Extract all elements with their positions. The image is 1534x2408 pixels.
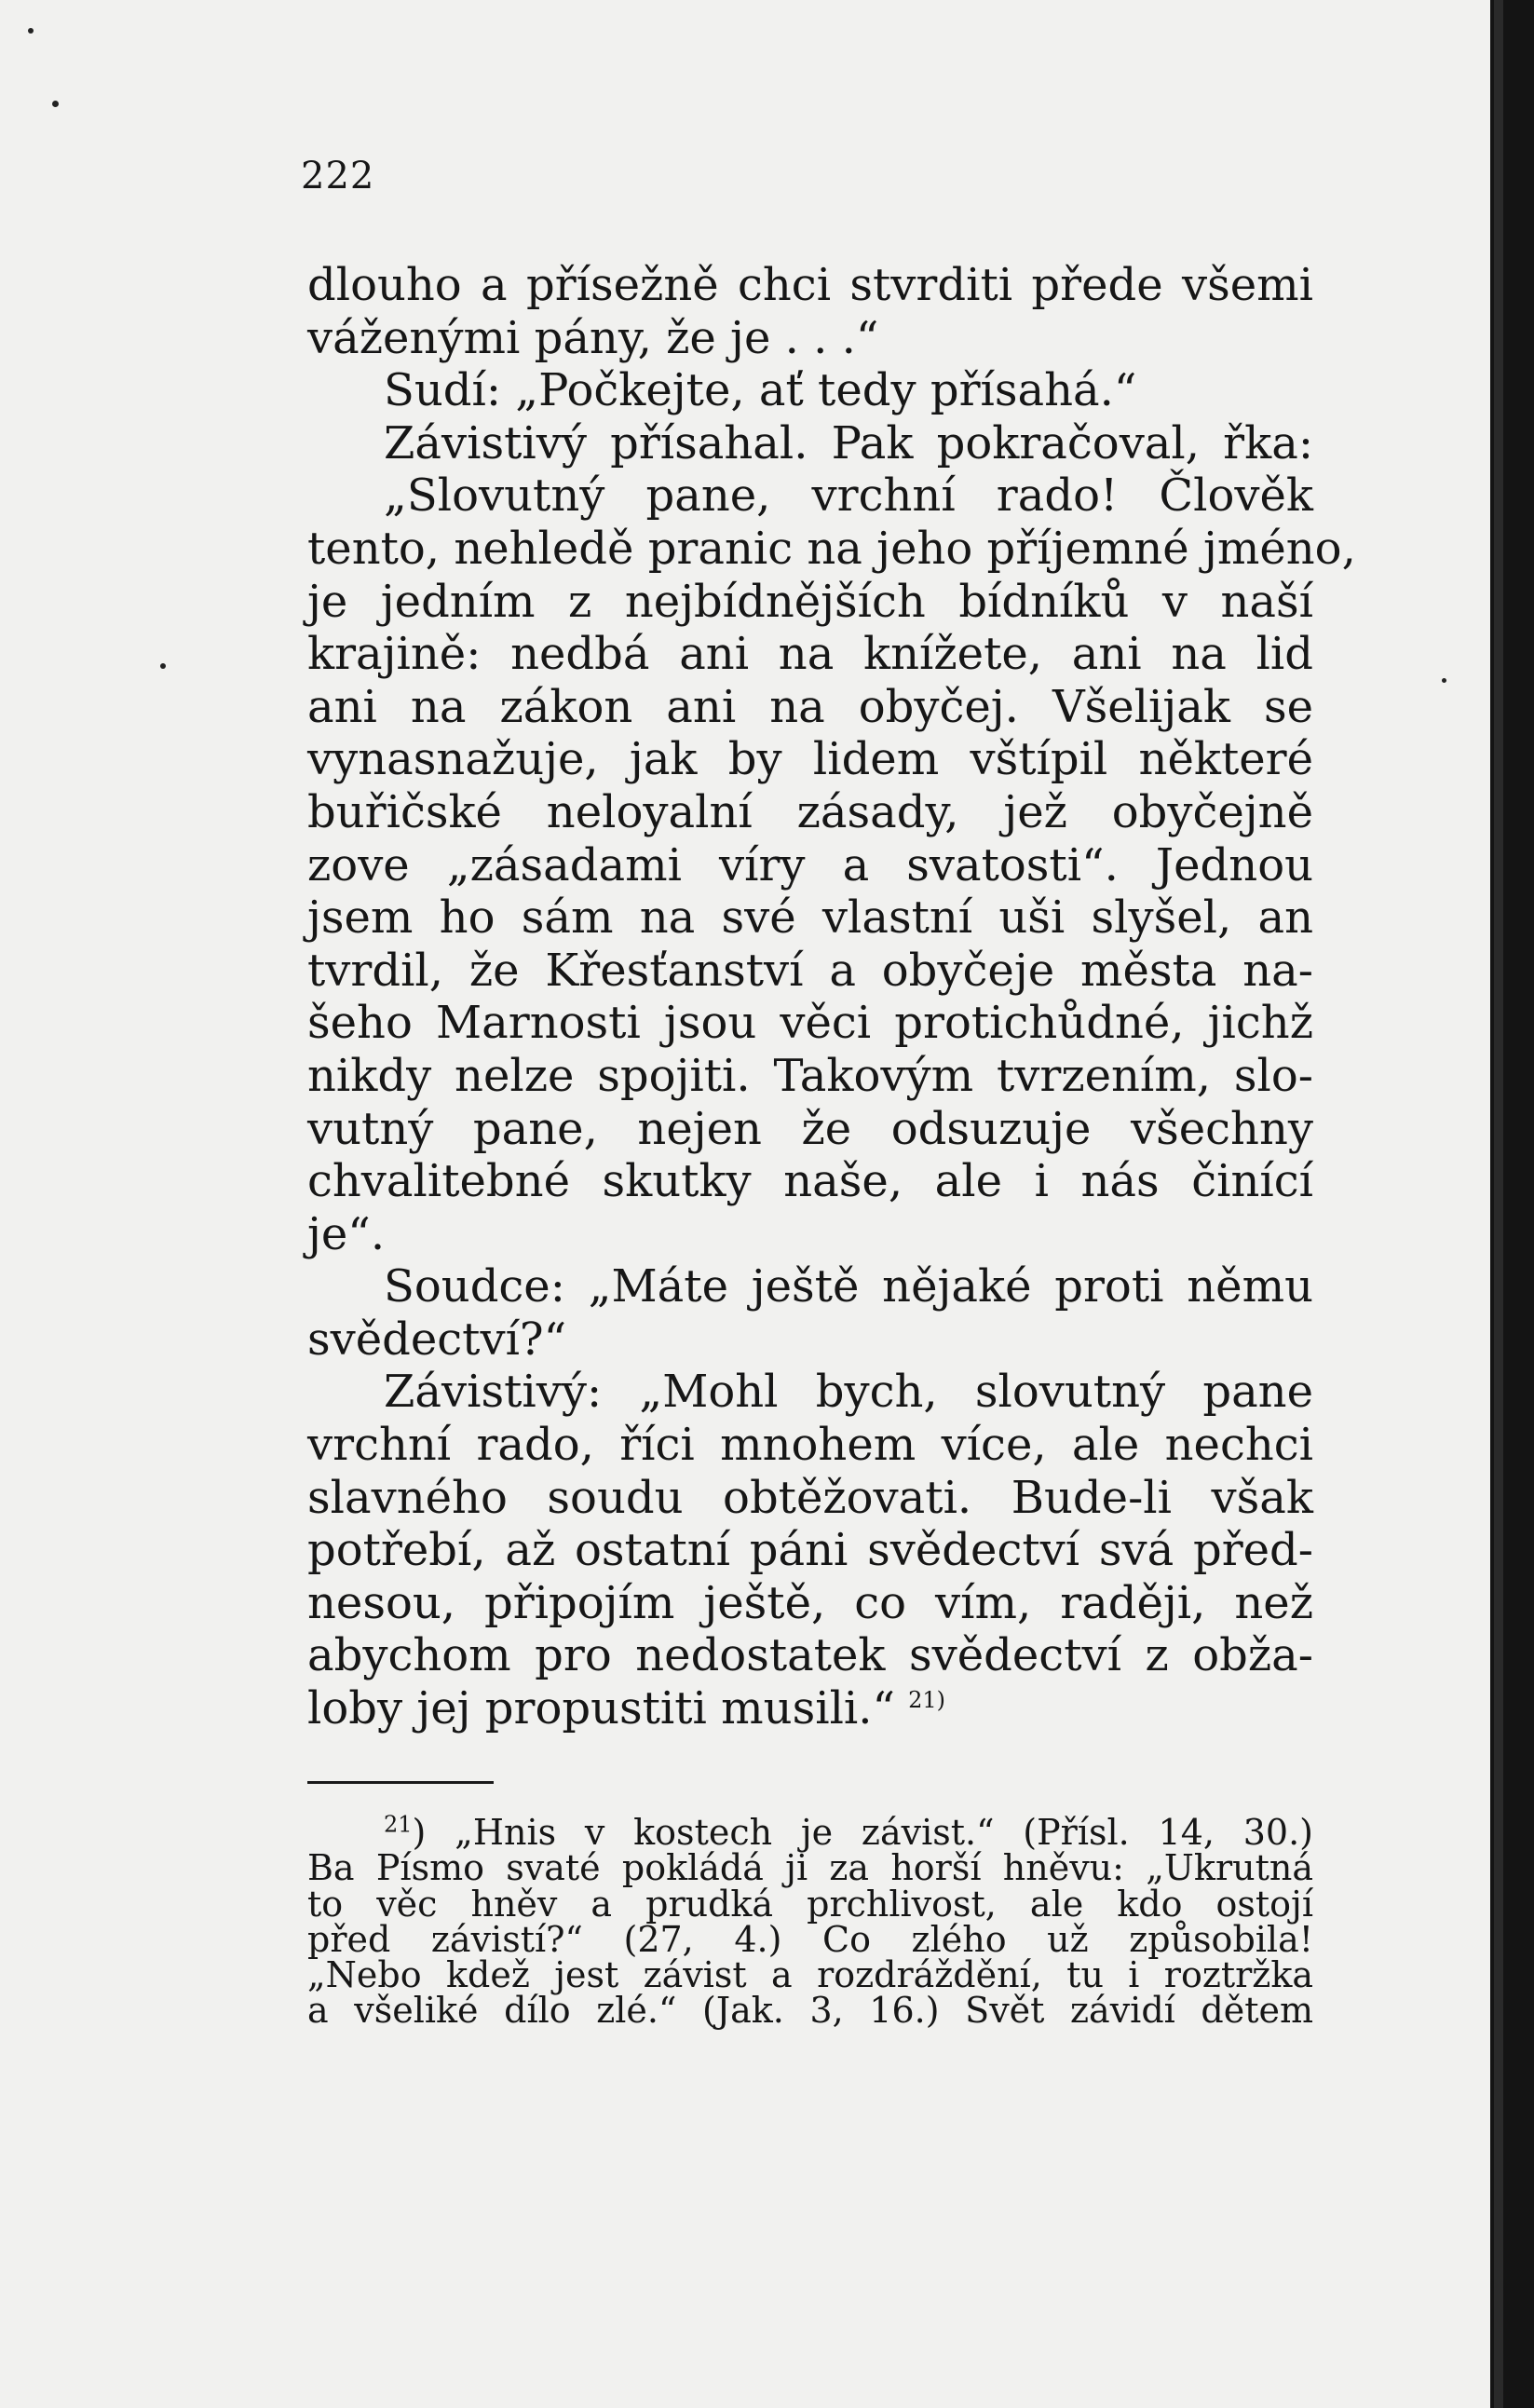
text-line: slavného soudu obtěžovati. Bude-li však [307,1471,1313,1524]
text-line: vutný pane, nejen že odsuzuje všechny [307,1102,1313,1155]
footnote-section [307,1811,1313,2032]
scan-speck [28,28,34,34]
scan-border-shadow [1494,0,1503,2408]
scan-speck [160,663,166,669]
text-line: krajině: nedbá ani na knížete, ani na lid [307,628,1313,681]
footnote-line: před závistí?“ (27, 4.) Co zlého už způsobila! [307,1918,1313,1960]
text-line: vrchní rado, říci mnohem více, ale nechci [307,1419,1313,1472]
text-line: šeho Marnosti jsou věci protichůdné, jichž [307,997,1313,1050]
text-line: je jedním z nejbídnějších bídníků v naší [307,575,1313,628]
text-line: tento, nehledě pranic na jeho příjemné jméno, [307,522,1356,575]
footnote-line: to věc hněv a prudká prchlivost, ale kdo ostojí [307,1883,1313,1925]
text-line: váženými pány, že je . . .“ [307,311,879,364]
page-number: 222 [301,155,375,197]
text-line: Závistivý přísahal. Pak pokračoval, řka: [384,416,1313,469]
text-line: nesou, připojím ještě, co vím, raději, než [307,1576,1313,1629]
text-line-wrapper [307,1682,1313,1735]
scan-speck [1442,678,1446,683]
scan-speck [52,101,59,107]
text-line: zove „zásadami víry a svatosti“. Jednou [307,838,1313,891]
text-line: nikdy nelze spojiti. Takovým tvrzením, slo- [307,1049,1313,1102]
footnote-line: „Nebo kdež jest závist a rozdráždění, tu i roztržka [307,1954,1313,1996]
text-line: potřebí, až ostatní páni svědectví svá před- [307,1524,1313,1577]
text-line: abychom pro nedostatek svědectví z obža- [307,1629,1313,1682]
footnote-reference: 21) [908,1687,945,1714]
footnote-line: Ba Písmo svaté pokládá ji za horší hněvu: „Ukrutná [307,1847,1313,1889]
text-line: ani na zákon ani na obyčej. Všelijak se [307,680,1313,733]
footnote-line [307,1811,1313,1853]
text-line: Sudí: „Počkejte, ať tedy přísahá.“ [384,364,1137,417]
text-line: svědectví?“ [307,1313,567,1366]
footnote-marker: 21 [384,1811,413,1838]
text-line: vynasnažuje, jak by lidem vštípil některé [307,733,1313,786]
body-text [307,259,1356,1735]
text-line: je“. [307,1207,386,1260]
text-line: loby jej propustiti musili.“ [307,1682,896,1735]
text-line: chvalitebné skutky naše, ale i nás činící [307,1155,1313,1208]
text-line: tvrdil, že Křesťanství a obyčeje města na- [307,944,1313,997]
footnote-divider [307,1781,494,1784]
text-line: buřičské neloyalní zásady, jež obyčejně [307,785,1313,838]
text-line: „Slovutný pane, vrchní rado! Člověk [384,469,1313,523]
text-line: Soudce: „Máte ještě nějaké proti němu [384,1260,1313,1313]
text-line: dlouho a přísežně chci stvrditi přede všemi [307,259,1313,311]
footnote-line: a všeliké dílo zlé.“ (Jak. 3, 16.) Svět závidí dětem [307,1990,1313,2032]
text-line: Závistivý: „Mohl bych, slovutný pane [384,1366,1313,1419]
footnote-text: ) „Hnis v kostech je závist.“ (Přísl. 14, 30.) [412,1812,1313,1853]
text-line: jsem ho sám na své vlastní uši slyšel, an [307,891,1313,945]
